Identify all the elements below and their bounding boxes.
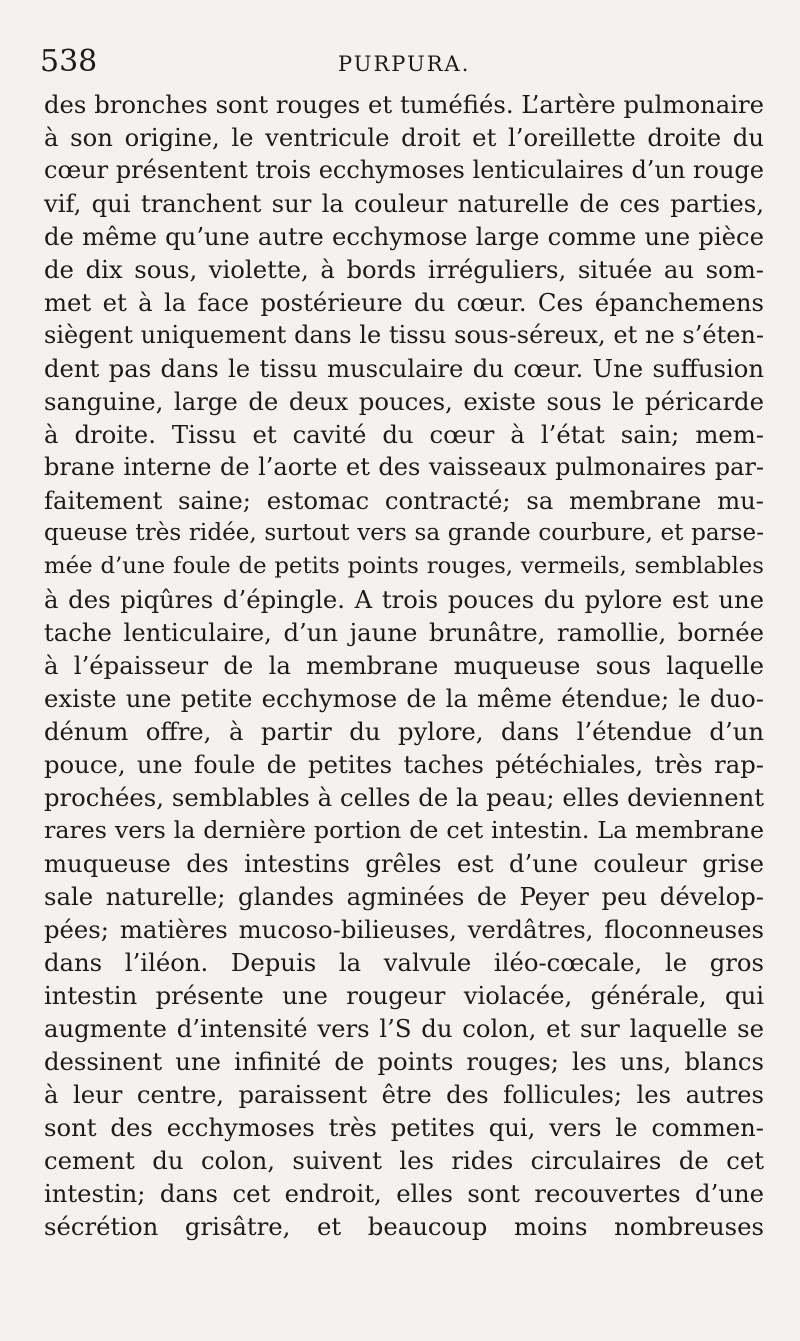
text-line: intestin présente une rougeur violacée, générale, qui	[44, 981, 764, 1010]
text-line: prochées, semblables à celles de la peau; elles deviennent	[44, 783, 764, 812]
text-line: sont des ecchymoses très petites qui, vers le commen-	[44, 1113, 764, 1142]
text-line: dent pas dans le tissu musculaire du cœur. Une suffusion	[44, 354, 764, 383]
text-line: brane interne de l’aorte et des vaisseaux pulmonaires par-	[44, 453, 764, 481]
text-line: dans l’iléon. Depuis la valvule iléo-cœcale, le gros	[44, 948, 764, 977]
text-line: queuse très ridée, surtout vers sa grande courbure, et parse-	[44, 520, 764, 546]
text-line: vif, qui tranchent sur la couleur naturelle de ces parties,	[44, 189, 764, 218]
text-line: mée d’une foule de petits points rouges, vermeils, semblables	[44, 553, 764, 579]
text-line: de dix sous, violette, à bords irréguliers, située au som-	[44, 255, 764, 284]
page-header	[40, 44, 762, 84]
text-line: tache lenticulaire, d’un jaune brunâtre, ramollie, bornée	[44, 618, 764, 647]
text-line: à droite. Tissu et cavité du cœur à l’état sain; mem-	[44, 420, 764, 449]
text-line: siègent uniquement dans le tissu sous-séreux, et ne s’éten-	[44, 321, 764, 349]
text-line: pées; matières mucoso-bilieuses, verdâtres, floconneuses	[44, 915, 764, 944]
text-line: pouce, une foule de petites taches pétéchiales, très rap-	[44, 750, 764, 779]
running-title: PURPURA.	[338, 52, 471, 76]
text-line: cement du colon, suivent les rides circulaires de cet	[44, 1146, 764, 1175]
text-line: sanguine, large de deux pouces, existe sous le péricarde	[44, 387, 764, 416]
text-line: à leur centre, paraissent être des follicules; les autres	[44, 1080, 764, 1109]
text-line: dénum offre, à partir du pylore, dans l’étendue d’un	[44, 717, 764, 746]
page-number: 538	[40, 44, 98, 79]
text-line: faitement saine; estomac contracté; sa membrane mu-	[44, 486, 764, 515]
text-line: met et à la face postérieure du cœur. Ces épanchemens	[44, 288, 764, 317]
text-line: de même qu’une autre ecchymose large comme une pièce	[44, 222, 764, 251]
text-line: sale naturelle; glandes agminées de Peyer peu dévelop-	[44, 882, 764, 911]
text-line: augmente d’intensité vers l’S du colon, et sur laquelle se	[44, 1014, 764, 1043]
text-line: à des piqûres d’épingle. A trois pouces du pylore est une	[44, 585, 764, 614]
body-text	[44, 88, 764, 1243]
text-line: cœur présentent trois ecchymoses lenticulaires d’un rouge	[44, 156, 764, 184]
text-line: sécrétion grisâtre, et beaucoup moins nombreuses	[44, 1212, 764, 1241]
text-line: muqueuse des intestins grêles est d’une couleur grise	[44, 849, 764, 878]
text-line: à son origine, le ventricule droit et l’oreillette droite du	[44, 123, 764, 152]
text-line: existe une petite ecchymose de la même étendue; le duo-	[44, 684, 764, 713]
text-line: à l’épaisseur de la membrane muqueuse sous laquelle	[44, 651, 764, 680]
text-line: des bronches sont rouges et tuméfiés. L’artère pulmonaire	[44, 90, 764, 119]
text-line: intestin; dans cet endroit, elles sont recouvertes d’une	[44, 1179, 764, 1208]
text-line: rares vers la dernière portion de cet intestin. La membrane	[44, 816, 764, 844]
text-line: dessinent une infinité de points rouges; les uns, blancs	[44, 1047, 764, 1076]
